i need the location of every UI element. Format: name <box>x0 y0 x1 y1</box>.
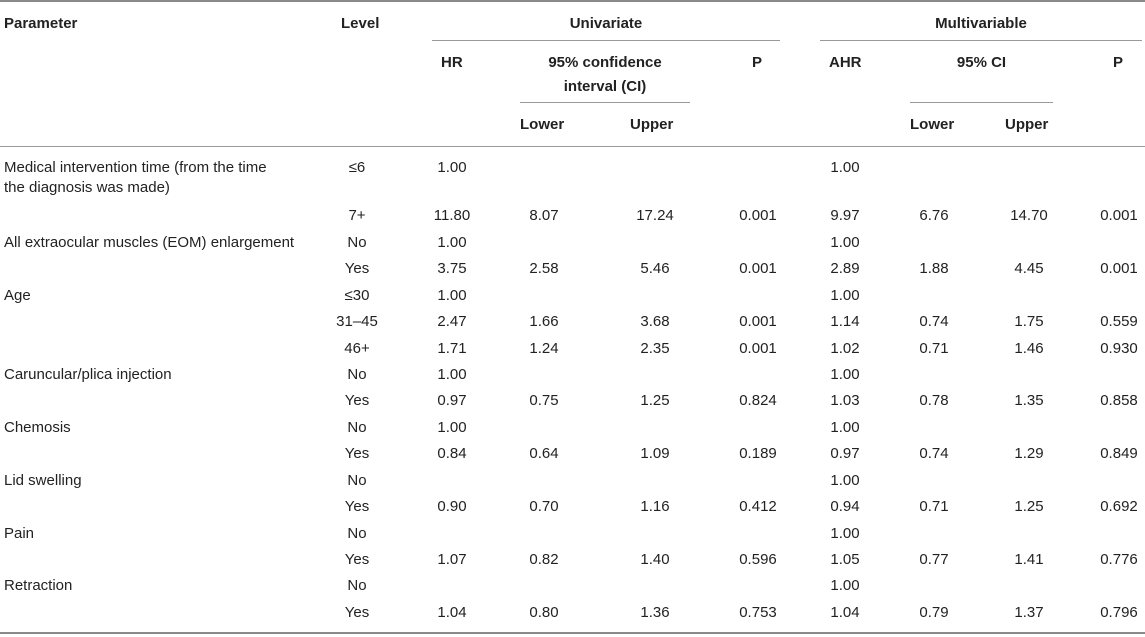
ahr-cell: 1.04 <box>830 604 860 621</box>
multivariable-upper-cell: 1.37 <box>1014 604 1044 621</box>
univariate-p-cell: 0.412 <box>739 498 777 515</box>
header-ci-line1: 95% confidence <box>548 54 662 71</box>
ci95-subgroup-rule <box>910 102 1053 103</box>
ahr-cell: 1.14 <box>830 313 860 330</box>
ahr-cell: 1.00 <box>830 419 860 436</box>
header-univariate: Univariate <box>569 15 643 32</box>
univariate-p-cell: 0.001 <box>739 313 777 330</box>
multivariable-lower-cell: 6.76 <box>919 207 949 224</box>
ahr-cell: 1.03 <box>830 392 860 409</box>
ahr-cell: 0.94 <box>830 498 860 515</box>
ahr-cell: 1.00 <box>830 234 860 251</box>
univariate-p-cell: 0.596 <box>739 551 777 568</box>
ahr-cell: 1.00 <box>830 159 860 176</box>
multivariable-p-cell: 0.559 <box>1100 313 1138 330</box>
level-cell: No <box>347 577 367 594</box>
hr-cell: 1.00 <box>437 366 467 383</box>
hr-cell: 0.84 <box>437 445 467 462</box>
multivariable-p-cell: 0.796 <box>1100 604 1138 621</box>
univariate-group-rule <box>432 40 780 41</box>
parameter-cell: All extraocular muscles (EOM) enlargement <box>4 234 295 251</box>
parameter-cell: Age <box>4 287 31 304</box>
header-upper-univariate: Upper <box>630 116 674 133</box>
multivariable-group-rule <box>820 40 1142 41</box>
hr-cell: 1.00 <box>437 287 467 304</box>
level-cell: 31–45 <box>336 313 378 330</box>
multivariable-lower-cell: 0.77 <box>919 551 949 568</box>
multivariable-upper-cell: 1.41 <box>1014 551 1044 568</box>
univariate-lower-cell: 1.24 <box>529 340 559 357</box>
multivariable-lower-cell: 0.78 <box>919 392 949 409</box>
ahr-cell: 1.00 <box>830 287 860 304</box>
univariate-lower-cell: 0.75 <box>529 392 559 409</box>
table-top-rule <box>0 0 1145 2</box>
header-ahr: AHR <box>829 54 862 71</box>
multivariable-p-cell: 0.776 <box>1100 551 1138 568</box>
univariate-p-cell: 0.001 <box>739 340 777 357</box>
univariate-lower-cell: 0.80 <box>529 604 559 621</box>
header-hr: HR <box>441 54 463 71</box>
ahr-cell: 0.97 <box>830 445 860 462</box>
header-bottom-rule <box>0 146 1145 147</box>
level-cell: Yes <box>344 260 370 277</box>
parameter-cell: Retraction <box>4 577 73 594</box>
header-multivariable: Multivariable <box>935 15 1027 32</box>
univariate-lower-cell: 2.58 <box>529 260 559 277</box>
level-cell: 46+ <box>344 340 370 357</box>
hr-cell: 0.97 <box>437 392 467 409</box>
ci-subgroup-rule <box>520 102 690 103</box>
multivariable-upper-cell: 1.29 <box>1014 445 1044 462</box>
parameter-cell: Chemosis <box>4 419 71 436</box>
ahr-cell: 9.97 <box>830 207 860 224</box>
parameter-cell: Medical intervention time (from the time <box>4 159 267 176</box>
level-cell: ≤6 <box>348 159 366 176</box>
level-cell: No <box>347 234 367 251</box>
hr-cell: 1.07 <box>437 551 467 568</box>
multivariable-upper-cell: 1.46 <box>1014 340 1044 357</box>
level-cell: Yes <box>344 604 370 621</box>
ahr-cell: 2.89 <box>830 260 860 277</box>
ahr-cell: 1.00 <box>830 577 860 594</box>
univariate-lower-cell: 8.07 <box>529 207 559 224</box>
parameter-cell: Pain <box>4 525 35 542</box>
multivariable-p-cell: 0.849 <box>1100 445 1138 462</box>
univariate-lower-cell: 1.66 <box>529 313 559 330</box>
header-p-multivariable: P <box>1113 54 1124 71</box>
hr-cell: 3.75 <box>437 260 467 277</box>
univariate-upper-cell: 1.40 <box>640 551 670 568</box>
parameter-cell-continued: the diagnosis was made) <box>4 179 170 196</box>
header-p-univariate: P <box>752 54 763 71</box>
univariate-upper-cell: 1.36 <box>640 604 670 621</box>
level-cell: No <box>347 419 367 436</box>
ahr-cell: 1.05 <box>830 551 860 568</box>
multivariable-p-cell: 0.692 <box>1100 498 1138 515</box>
multivariable-upper-cell: 1.35 <box>1014 392 1044 409</box>
ahr-cell: 1.00 <box>830 366 860 383</box>
multivariable-p-cell: 0.930 <box>1100 340 1138 357</box>
hr-cell: 0.90 <box>437 498 467 515</box>
hr-cell: 2.47 <box>437 313 467 330</box>
level-cell: ≤30 <box>344 287 370 304</box>
parameter-cell: Caruncular/plica injection <box>4 366 172 383</box>
hr-cell: 1.00 <box>437 419 467 436</box>
multivariable-p-cell: 0.858 <box>1100 392 1138 409</box>
univariate-p-cell: 0.001 <box>739 207 777 224</box>
parameter-cell: Lid swelling <box>4 472 82 489</box>
level-cell: No <box>347 525 367 542</box>
univariate-p-cell: 0.753 <box>739 604 777 621</box>
header-lower-multivariable: Lower <box>910 116 955 133</box>
multivariable-lower-cell: 0.74 <box>919 313 949 330</box>
univariate-upper-cell: 1.09 <box>640 445 670 462</box>
univariate-lower-cell: 0.70 <box>529 498 559 515</box>
univariate-lower-cell: 0.82 <box>529 551 559 568</box>
multivariable-lower-cell: 0.71 <box>919 498 949 515</box>
univariate-upper-cell: 2.35 <box>640 340 670 357</box>
multivariable-upper-cell: 1.75 <box>1014 313 1044 330</box>
multivariable-p-cell: 0.001 <box>1100 260 1138 277</box>
multivariable-lower-cell: 0.71 <box>919 340 949 357</box>
multivariable-upper-cell: 14.70 <box>1010 207 1048 224</box>
univariate-p-cell: 0.824 <box>739 392 777 409</box>
multivariable-lower-cell: 0.74 <box>919 445 949 462</box>
univariate-p-cell: 0.189 <box>739 445 777 462</box>
level-cell: Yes <box>344 445 370 462</box>
multivariable-upper-cell: 1.25 <box>1014 498 1044 515</box>
header-ci95: 95% CI <box>956 54 1007 71</box>
multivariable-lower-cell: 1.88 <box>919 260 949 277</box>
multivariable-upper-cell: 4.45 <box>1014 260 1044 277</box>
level-cell: Yes <box>344 551 370 568</box>
univariate-upper-cell: 1.25 <box>640 392 670 409</box>
header-upper-multivariable: Upper <box>1005 116 1049 133</box>
header-lower-univariate: Lower <box>520 116 565 133</box>
hr-cell: 1.00 <box>437 159 467 176</box>
level-cell: Yes <box>344 392 370 409</box>
univariate-upper-cell: 1.16 <box>640 498 670 515</box>
header-level: Level <box>341 15 380 32</box>
univariate-lower-cell: 0.64 <box>529 445 559 462</box>
table-bottom-rule <box>0 632 1145 634</box>
hr-cell: 1.00 <box>437 234 467 251</box>
univariate-upper-cell: 5.46 <box>640 260 670 277</box>
univariate-upper-cell: 3.68 <box>640 313 670 330</box>
level-cell: Yes <box>344 498 370 515</box>
hr-cell: 1.04 <box>437 604 467 621</box>
hr-cell: 11.80 <box>433 207 471 224</box>
level-cell: No <box>347 472 367 489</box>
univariate-upper-cell: 17.24 <box>636 207 674 224</box>
univariate-p-cell: 0.001 <box>739 260 777 277</box>
hr-cell: 1.71 <box>437 340 467 357</box>
header-parameter: Parameter <box>4 15 78 32</box>
header-ci-line2: interval (CI) <box>563 78 647 95</box>
level-cell: No <box>347 366 367 383</box>
level-cell: 7+ <box>348 207 366 224</box>
multivariable-p-cell: 0.001 <box>1100 207 1138 224</box>
ahr-cell: 1.00 <box>830 525 860 542</box>
ahr-cell: 1.00 <box>830 472 860 489</box>
ahr-cell: 1.02 <box>830 340 860 357</box>
multivariable-lower-cell: 0.79 <box>919 604 949 621</box>
